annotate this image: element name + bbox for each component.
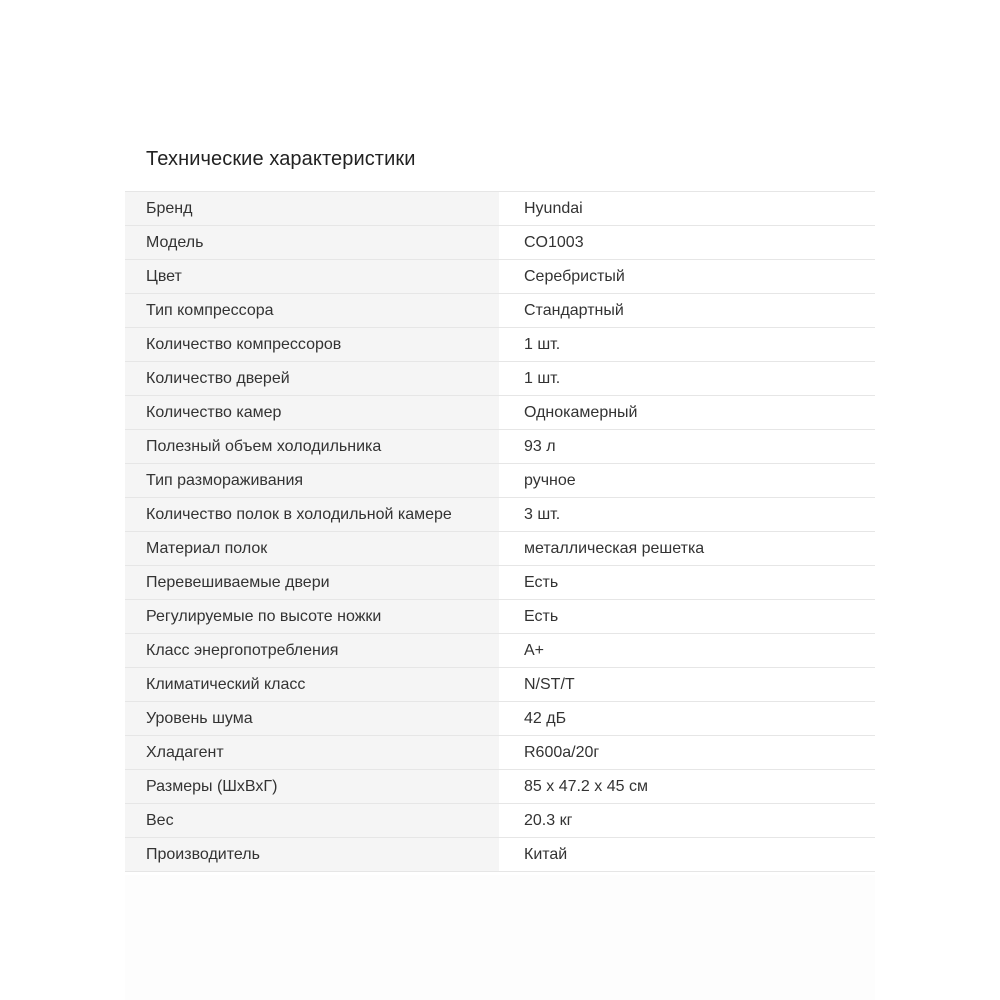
spec-value: металлическая решетка (499, 532, 875, 565)
spec-key: Бренд (125, 192, 499, 225)
page-title: Технические характеристики (146, 148, 416, 170)
spec-value: 1 шт. (499, 328, 875, 361)
table-row (125, 260, 875, 294)
spec-key: Количество дверей (125, 362, 499, 395)
spec-value: 85 x 47.2 x 45 см (499, 770, 875, 803)
spec-key: Тип компрессора (125, 294, 499, 327)
spec-key: Вес (125, 804, 499, 837)
spec-key: Регулируемые по высоте ножки (125, 600, 499, 633)
spec-key: Размеры (ШхВхГ) (125, 770, 499, 803)
spec-value: Серебристый (499, 260, 875, 293)
table-row (125, 430, 875, 464)
spec-key: Материал полок (125, 532, 499, 565)
table-row (125, 396, 875, 430)
spec-key: Количество компрессоров (125, 328, 499, 361)
spec-key: Количество камер (125, 396, 499, 429)
table-row (125, 498, 875, 532)
table-row (125, 294, 875, 328)
spec-value: 42 дБ (499, 702, 875, 735)
spec-value: 3 шт. (499, 498, 875, 531)
spec-value: 93 л (499, 430, 875, 463)
spec-key: Цвет (125, 260, 499, 293)
spec-value: Стандартный (499, 294, 875, 327)
spec-key: Тип размораживания (125, 464, 499, 497)
table-row (125, 770, 875, 804)
spec-value: 1 шт. (499, 362, 875, 395)
table-row (125, 702, 875, 736)
table-row (125, 838, 875, 872)
spec-value: R600a/20г (499, 736, 875, 769)
spec-key: Перевешиваемые двери (125, 566, 499, 599)
spec-key: Хладагент (125, 736, 499, 769)
table-row (125, 532, 875, 566)
spec-value: Hyundai (499, 192, 875, 225)
table-row (125, 226, 875, 260)
table-row (125, 192, 875, 226)
spec-value: Китай (499, 838, 875, 871)
spec-value: A+ (499, 634, 875, 667)
spec-value: N/ST/T (499, 668, 875, 701)
spec-key: Полезный объем холодильника (125, 430, 499, 463)
table-row (125, 634, 875, 668)
table-row (125, 464, 875, 498)
table-row (125, 362, 875, 396)
table-row (125, 566, 875, 600)
table-row (125, 736, 875, 770)
table-row (125, 668, 875, 702)
page-background (125, 875, 875, 1000)
spec-value: ручное (499, 464, 875, 497)
spec-value: CO1003 (499, 226, 875, 259)
table-row (125, 328, 875, 362)
spec-value: Однокамерный (499, 396, 875, 429)
spec-value: Есть (499, 566, 875, 599)
spec-key: Климатический класс (125, 668, 499, 701)
table-row (125, 600, 875, 634)
spec-table (125, 191, 875, 872)
spec-value: 20.3 кг (499, 804, 875, 837)
spec-key: Уровень шума (125, 702, 499, 735)
spec-key: Модель (125, 226, 499, 259)
spec-value: Есть (499, 600, 875, 633)
table-row (125, 804, 875, 838)
spec-key: Класс энергопотребления (125, 634, 499, 667)
spec-key: Производитель (125, 838, 499, 871)
spec-key: Количество полок в холодильной камере (125, 498, 499, 531)
